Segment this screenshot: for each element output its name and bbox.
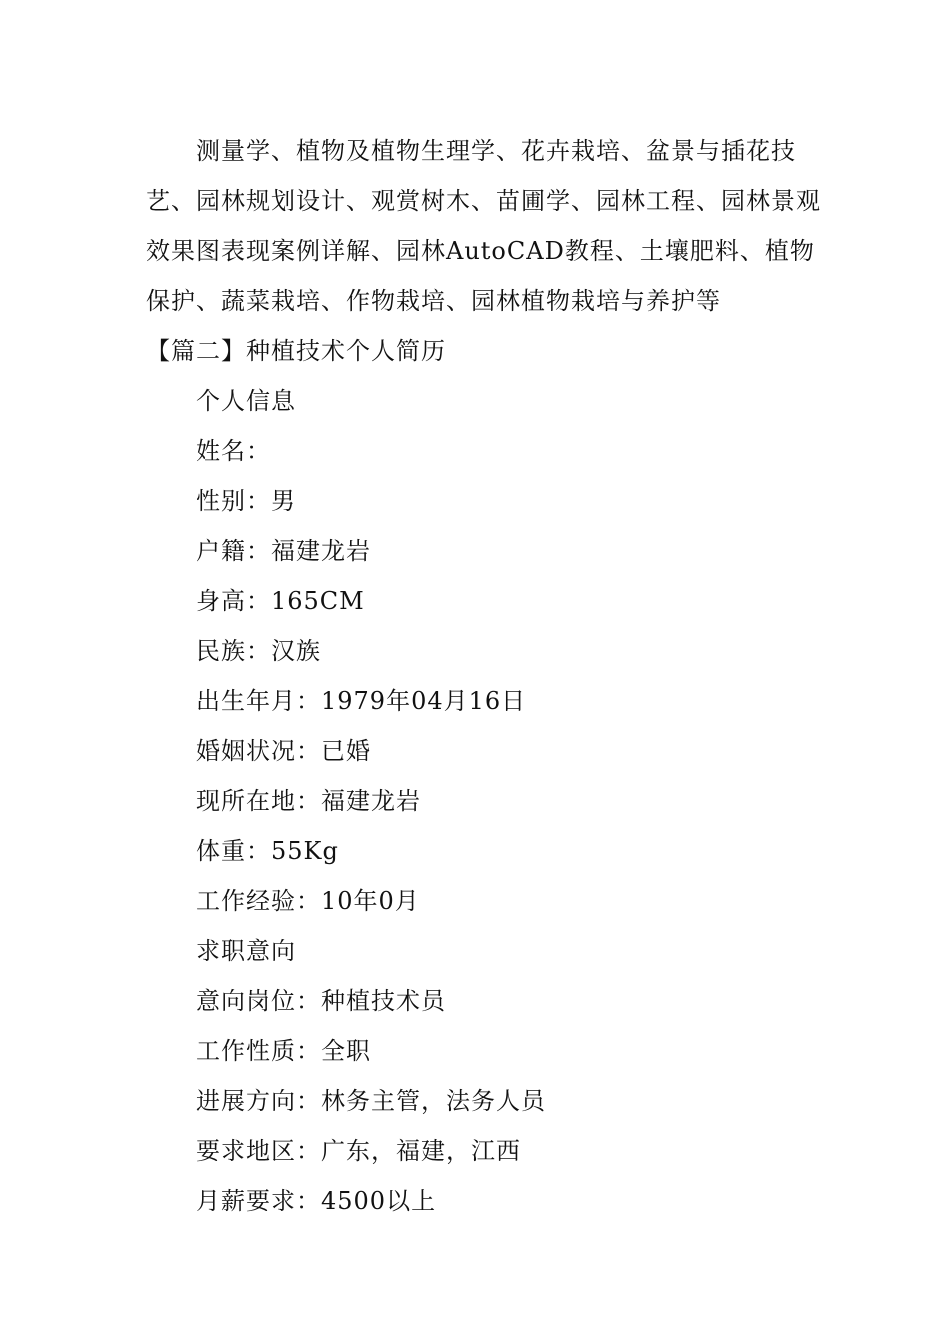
field-gender: 性别：男 <box>196 487 296 515</box>
field-current-location: 现所在地：福建龙岩 <box>196 787 421 815</box>
section-heading: 【篇二】种植技术个人简历 <box>146 337 446 365</box>
field-height: 身高：165CM <box>196 587 365 615</box>
field-expected-salary: 月薪要求：4500以上 <box>196 1187 437 1215</box>
field-marital-status: 婚姻状况：已婚 <box>196 737 371 765</box>
field-name: 姓名： <box>196 437 271 465</box>
field-household-registration: 户籍：福建龙岩 <box>196 537 371 565</box>
field-career-direction: 进展方向：林务主管，法务人员 <box>196 1087 546 1115</box>
field-ethnicity: 民族：汉族 <box>196 637 321 665</box>
field-weight: 体重：55Kg <box>196 837 339 865</box>
intro-paragraph: 测量学、植物及植物生理学、花卉栽培、盆景与插花技艺、园林规划设计、观赏树木、苗圃学、园林工程、园林景观效果图表现案例详解、园林AutoCAD教程、土壤肥料、植物保护、蔬菜栽培、作物栽培、园林植物栽培与养护等 <box>146 137 821 315</box>
section-label-personal-info: 个人信息 <box>196 387 296 415</box>
resume-lines <box>196 376 546 1226</box>
field-job-type: 工作性质：全职 <box>196 1037 371 1065</box>
field-preferred-regions: 要求地区：广东，福建，江西 <box>196 1137 521 1165</box>
field-birth-date: 出生年月：1979年04月16日 <box>196 687 527 715</box>
field-work-experience: 工作经验：10年0月 <box>196 887 420 915</box>
section-label-job-intention: 求职意向 <box>196 937 296 965</box>
field-target-position: 意向岗位：种植技术员 <box>196 987 446 1015</box>
